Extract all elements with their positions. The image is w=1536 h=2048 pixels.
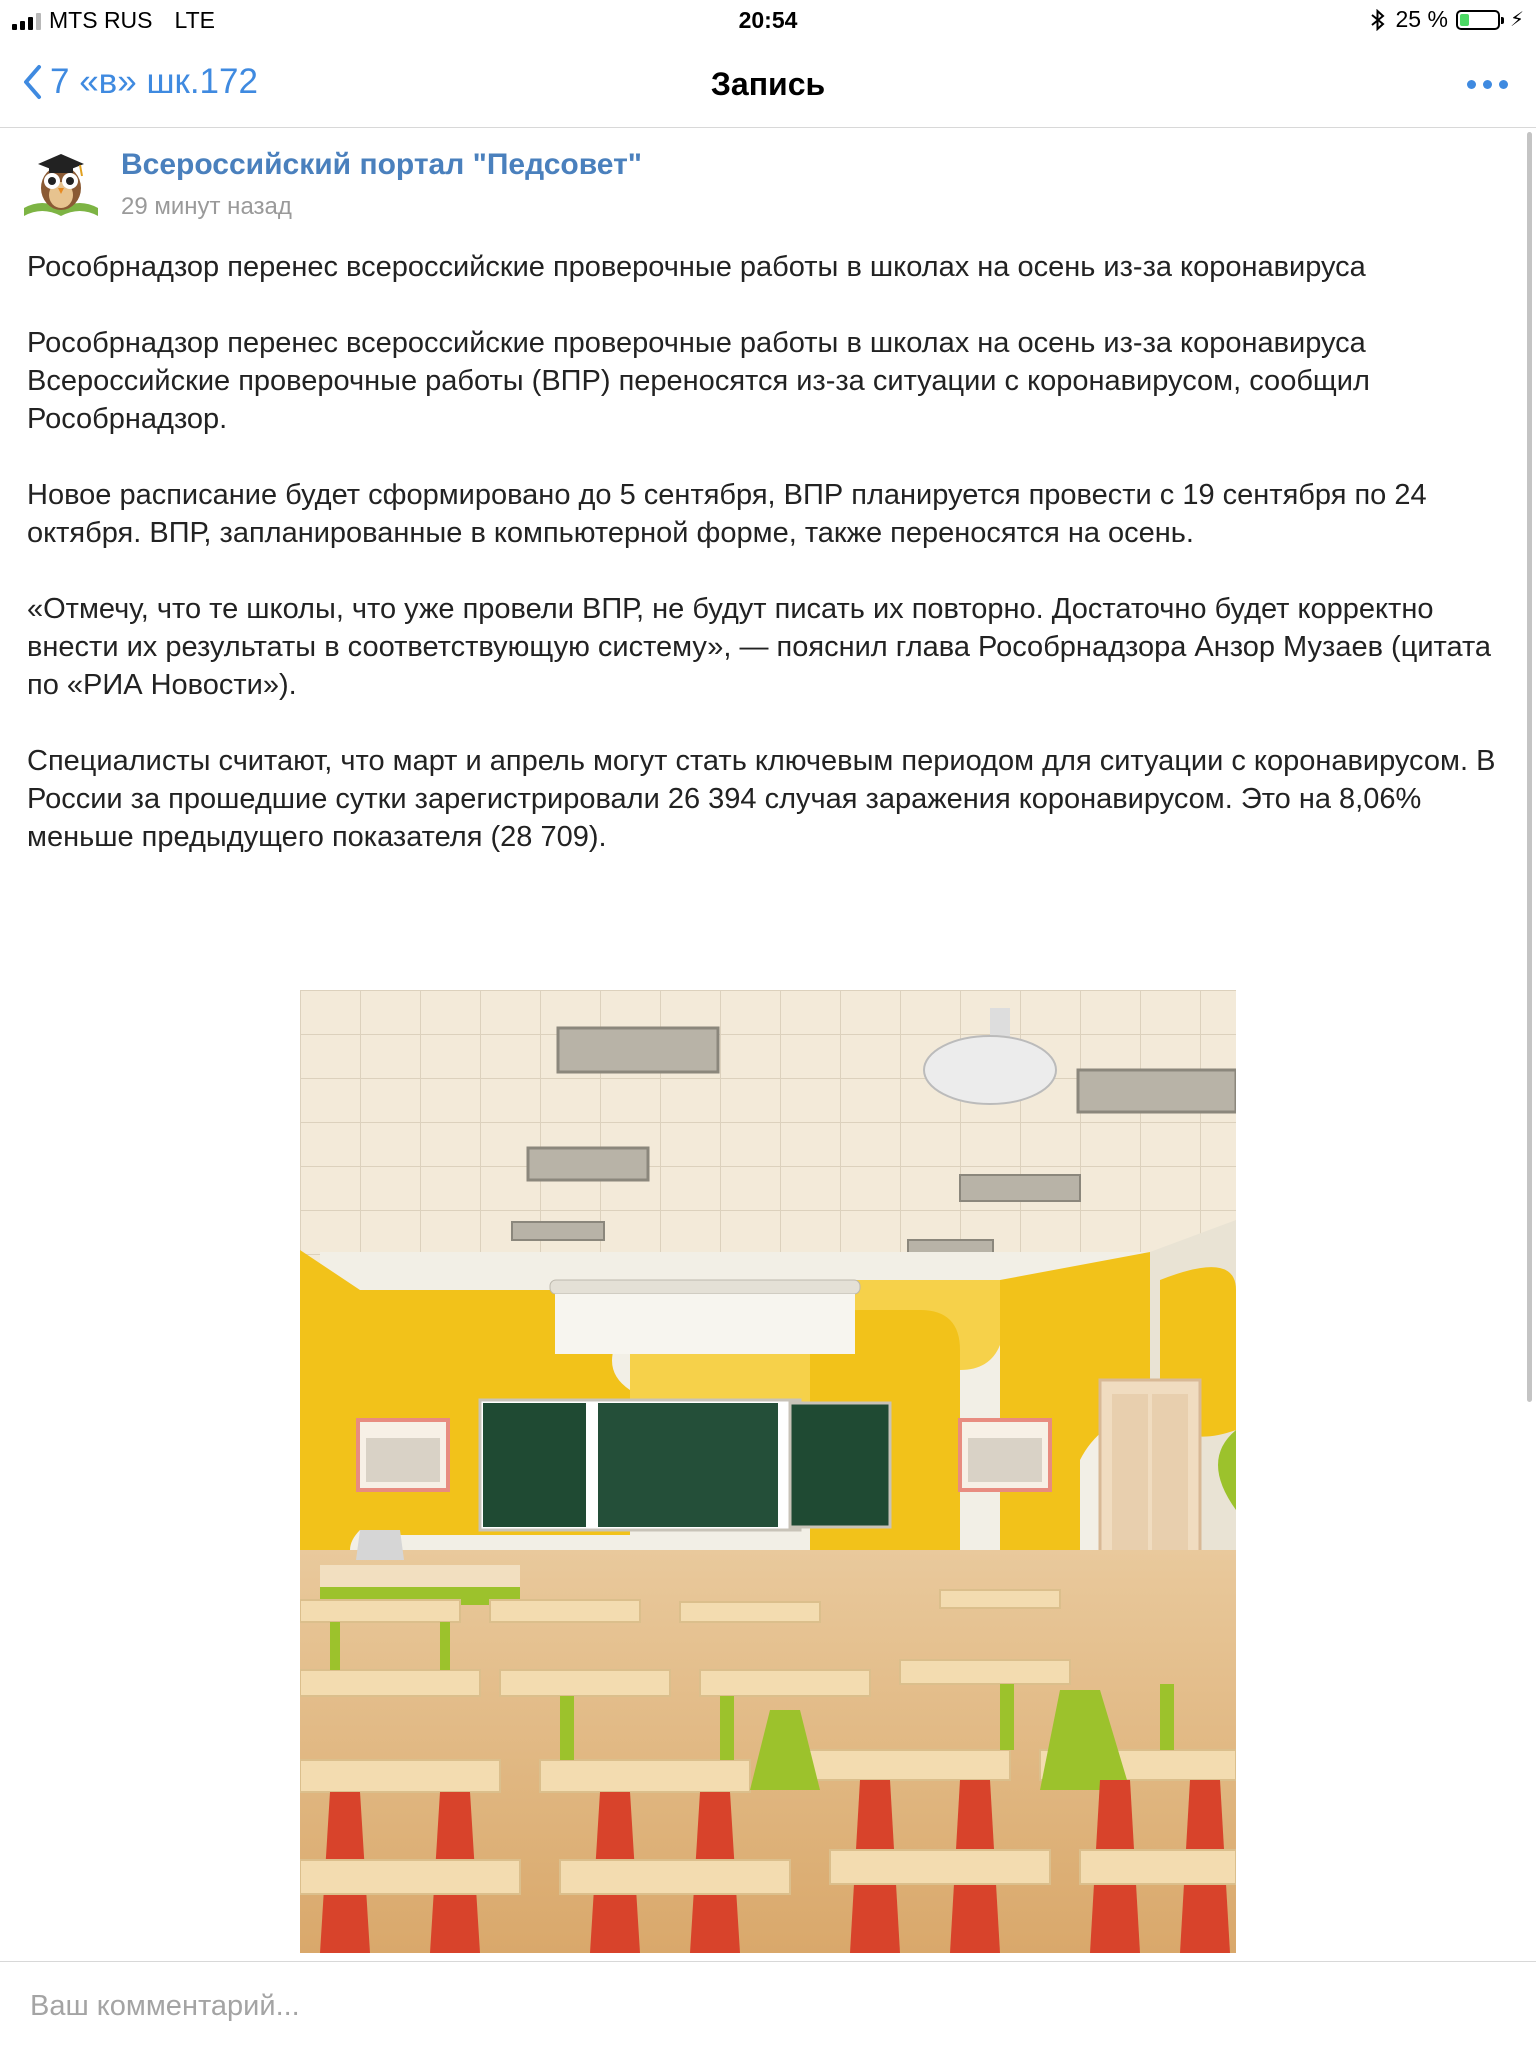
battery-level [1460,14,1469,26]
battery-icon [1456,10,1500,30]
post-text [27,248,1517,894]
post-paragraph: Специалисты считают, что март и апрель могут стать ключевым периодом для ситуации с коронавирусом. В России за прошедшие сутки зарегистрировали 26 394 случая заражения коронавирусом. Это на 8,06% меньше предыдущего показателя (28 709). [27,745,1496,853]
nav-bar [0,42,1536,128]
status-right [1370,6,1524,33]
owl-avatar-icon[interactable] [20,146,102,228]
battery-percent: 25 % [1395,6,1448,32]
comment-bar [0,1961,1536,2048]
scrollbar[interactable] [1527,132,1532,1402]
classroom-photo [300,990,1236,1953]
carrier-name: MTS RUS [49,7,153,33]
more-dots-icon[interactable] [1467,72,1508,97]
status-time: 20:54 [738,7,798,33]
post-paragraph: Рособрнадзор перенес всероссийские проверочные работы в школах на осень из-за коронавируса Всероссийские проверочные работы (ВПР) переносятся из-за ситуации с коронавирусом, сообщил Рособрнадзор. [27,327,1370,435]
comment-input[interactable] [28,1982,1332,2030]
post-paragraph: Новое расписание будет сформировано до 5 сентября, ВПР планируется провести с 19 сентября по 24 октября. ВПР, запланированные в компьютерной форме, также переносятся на осень. [27,479,1427,549]
charging-icon: ⚡ [1509,9,1524,31]
post-timestamp: 29 минут назад [121,193,292,220]
network-type: LTE [174,7,215,33]
page-title: Запись [710,66,826,102]
post-paragraph: Рособрнадзор перенес всероссийские проверочные работы в школах на осень из-за коронавируса [27,251,1366,283]
bluetooth-icon [1370,9,1386,31]
author-name-link[interactable]: Всероссийский портал "Педсовет" [121,148,642,181]
post-image[interactable] [300,990,1236,1953]
post-header [20,146,1500,230]
back-label: 7 «в» шк.172 [50,62,258,101]
post-paragraph: «Отмечу, что те школы, что уже провели ВПР, не будут писать их повторно. Достаточно будет корректно внести их результаты в соответствующую систему», — пояснил глава Рособрнадзора Анзор Музаев (цитата по «РИА Новости»). [27,593,1492,701]
status-bar [0,0,1536,42]
